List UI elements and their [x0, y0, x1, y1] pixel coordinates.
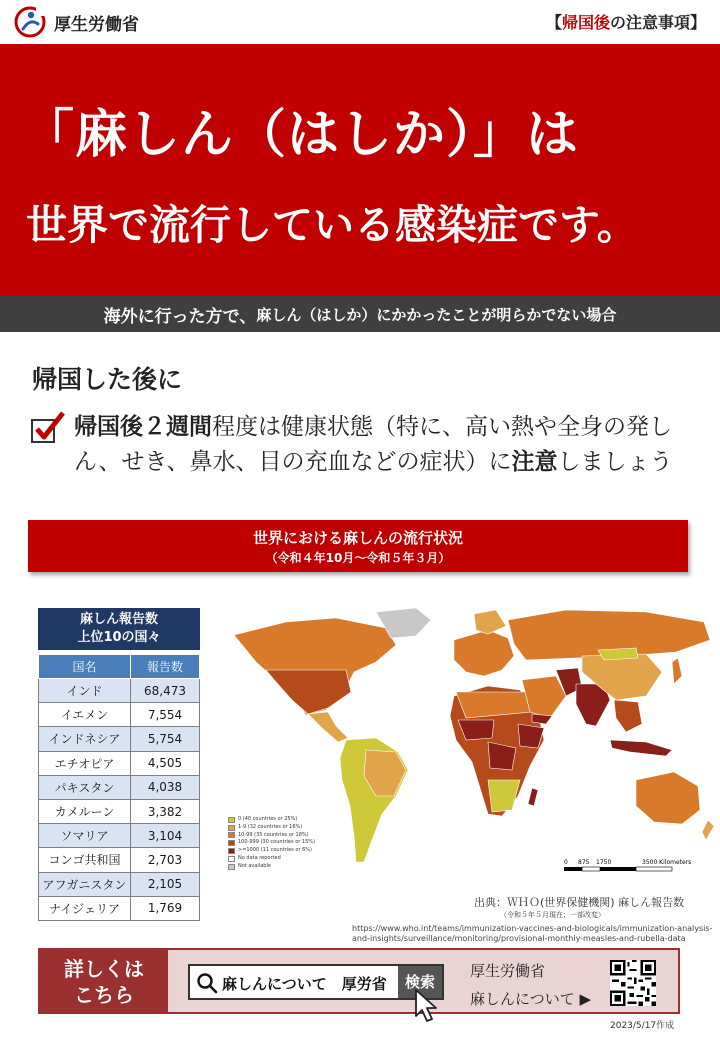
svg-text:0: 0	[564, 859, 568, 866]
header	[0, 0, 720, 44]
legend-item	[228, 847, 315, 855]
source-note: （令和５年５月現在；一部改変）	[500, 911, 605, 919]
legend-item	[228, 839, 315, 847]
map-southeast-asia	[614, 700, 642, 732]
legend-swatch	[228, 864, 235, 870]
more-info-banner	[38, 948, 680, 1014]
table-row	[39, 775, 200, 799]
map-new-zealand	[702, 820, 714, 840]
table-row	[39, 872, 200, 896]
legend-item	[228, 863, 315, 871]
table-row	[39, 703, 200, 727]
legend-label: Not available	[238, 862, 271, 869]
map-japan	[672, 658, 682, 684]
legend-label: >=1000 (11 countries or 6%)	[238, 847, 313, 854]
source-url[interactable]: https://www.who.int/teams/immunization-vaccines-and-biologicals/immunization-analysis-and-insights/surveillance/monitoring/provisional-monthly-measles-and-rubella-data	[352, 924, 713, 943]
map-mongolia	[598, 648, 638, 660]
subtitle-band: 海外に行った方で、 麻しん（はしか）にかかったことが明らかでない場合	[0, 296, 720, 332]
count-cell: 1,769	[131, 896, 200, 920]
country-cell: コンゴ共和国	[39, 848, 131, 872]
legend-swatch	[228, 848, 235, 854]
map-central-america	[308, 712, 348, 742]
table-row	[39, 824, 200, 848]
section-heading: 帰国した後に	[32, 365, 183, 394]
map-madagascar	[528, 788, 538, 806]
legend-label: 0 (40 countries or 25%)	[238, 816, 298, 822]
svg-text:875: 875	[578, 859, 590, 866]
country-cell: ナイジェリア	[39, 896, 131, 920]
creation-date: 2023/5/17作成	[610, 1021, 675, 1031]
map-legend	[228, 816, 315, 871]
table-row	[39, 799, 200, 823]
table-row	[39, 848, 200, 872]
more-info-label: 詳しくは こちら	[40, 950, 168, 1012]
legend-swatch	[228, 856, 235, 862]
count-cell: 4,505	[131, 751, 200, 775]
situation-period: （令和４年10月～令和５年３月）	[265, 551, 451, 565]
legend-label: 1-9 (32 countries or 16%)	[238, 823, 303, 830]
table-title: 麻しん報告数 上位10の国々	[38, 608, 200, 650]
country-cell: カメルーン	[39, 799, 131, 823]
map-southern-africa	[488, 780, 520, 812]
legend-swatch	[228, 840, 235, 846]
legend-swatch	[228, 817, 235, 823]
table-row	[39, 896, 200, 920]
situation-title: 世界における麻しんの流行状況	[252, 529, 463, 547]
country-cell: インドネシア	[39, 727, 131, 751]
count-cell: 2,703	[131, 848, 200, 872]
page-title-line2: 世界で流行している感染症です。	[26, 201, 638, 249]
legend-item	[228, 855, 315, 863]
search-query: 麻しんについて 厚労省	[222, 975, 387, 993]
map-europe	[454, 630, 514, 676]
map-usa	[266, 670, 351, 714]
source-citation: 出典：ＷＨＯ(世界保健機関) 麻しん報告数	[474, 896, 685, 909]
legend-item	[228, 824, 315, 832]
legend-swatch	[228, 825, 235, 831]
legend-swatch	[228, 832, 235, 838]
count-cell: 2,105	[131, 872, 200, 896]
count-cell: 4,038	[131, 775, 200, 799]
country-cell: インド	[39, 679, 131, 703]
legend-item	[228, 832, 315, 840]
legend-label: 100-999 (30 countries or 15%)	[238, 839, 315, 846]
country-cell: エチオピア	[39, 751, 131, 775]
ministry-name: 厚生労働省	[54, 15, 139, 35]
search-icon	[196, 972, 218, 994]
cta-ministry: 厚生労働省	[470, 962, 546, 980]
search-box[interactable]	[188, 964, 444, 1000]
ministry-logo-icon	[14, 6, 46, 38]
situation-header	[28, 520, 688, 572]
table-row	[39, 679, 200, 703]
search-button[interactable]: 検索	[398, 966, 442, 998]
count-cell: 7,554	[131, 703, 200, 727]
cursor-pointer-icon	[412, 988, 440, 1024]
legend-label: 10-99 (35 countries or 18%)	[238, 831, 309, 838]
map-scandinavia	[474, 610, 506, 634]
svg-text:3500 Kilometers: 3500 Kilometers	[642, 859, 692, 866]
map-australia	[636, 772, 700, 824]
legend-item	[228, 816, 315, 824]
country-cell: パキスタン	[39, 775, 131, 799]
notice-label: 【帰国後の注意事項】	[545, 13, 706, 32]
country-cell: イエメン	[39, 703, 131, 727]
title-banner	[0, 44, 720, 296]
checkbox-check-icon	[30, 410, 66, 444]
svg-text:1750: 1750	[596, 859, 612, 866]
map-yemen	[532, 714, 552, 724]
map-indonesia	[610, 740, 672, 756]
column-header-country: 国名	[39, 655, 131, 679]
advice-text: 帰国後２週間程度は健康状態（特に、高い熱や全身の発しん、せき、鼻水、目の充血などの症状）に注意しましょう	[74, 414, 673, 475]
table-row	[39, 751, 200, 775]
map-scale-bar	[562, 855, 702, 875]
count-cell: 5,754	[131, 727, 200, 751]
ranking-table	[38, 654, 200, 921]
count-cell: 3,104	[131, 824, 200, 848]
qr-code-icon[interactable]	[610, 960, 656, 1006]
column-header-count: 報告数	[131, 655, 200, 679]
country-cell: アフガニスタン	[39, 872, 131, 896]
page-title-line1: 「麻しん（はしか）」は	[22, 105, 580, 165]
country-cell: ソマリア	[39, 824, 131, 848]
count-cell: 68,473	[131, 679, 200, 703]
measles-info-link[interactable]: 麻しんについて ▶	[470, 990, 592, 1008]
legend-label: No data reported	[238, 854, 281, 861]
table-row	[39, 727, 200, 751]
count-cell: 3,382	[131, 799, 200, 823]
